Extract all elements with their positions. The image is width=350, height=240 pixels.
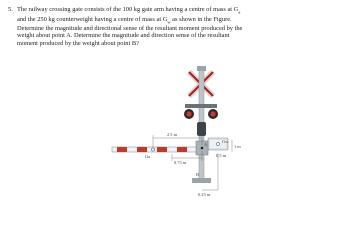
subscript-w: w [167,18,171,24]
ga-marker [151,148,154,151]
dim-label-0-75m: 0.75 m [174,160,187,165]
problem-line-1: The railway crossing gate consists of the 100 kg gate arm having a centre of mass at G [17,6,239,13]
dim-label-0-5m: 0.5 m [216,153,227,158]
label-a: A [204,142,208,147]
problem-line-2: and the 250 kg counterweight having a centre of mass at G [17,15,168,23]
label-gw: Gw [222,139,229,144]
gw-marker [216,142,219,145]
problem-number: 5. [8,6,13,13]
problem-line-4: Determine the magnitude and directional sense of the resultant moment produced by the [17,25,243,33]
dim-label-1m: 1 m [234,144,241,149]
label-ga: Ga [145,154,151,159]
dim-label-2-5m: 2.5 m [167,132,178,137]
dim-label-0-25m: 0.25 m [198,192,211,197]
problem-line-5: weight about point A. Determine the magnitude and direction sense of the resultant [17,32,230,40]
gate-arm [112,141,208,155]
label-b: B [196,172,199,177]
problem-line-6: moment produced by the weight about point B? [17,39,139,47]
subscript-a: a [238,9,241,15]
pivot-a-marker [201,147,204,150]
mast-base [192,178,211,183]
problem-line-3: as shown in the Figure. [172,15,232,23]
